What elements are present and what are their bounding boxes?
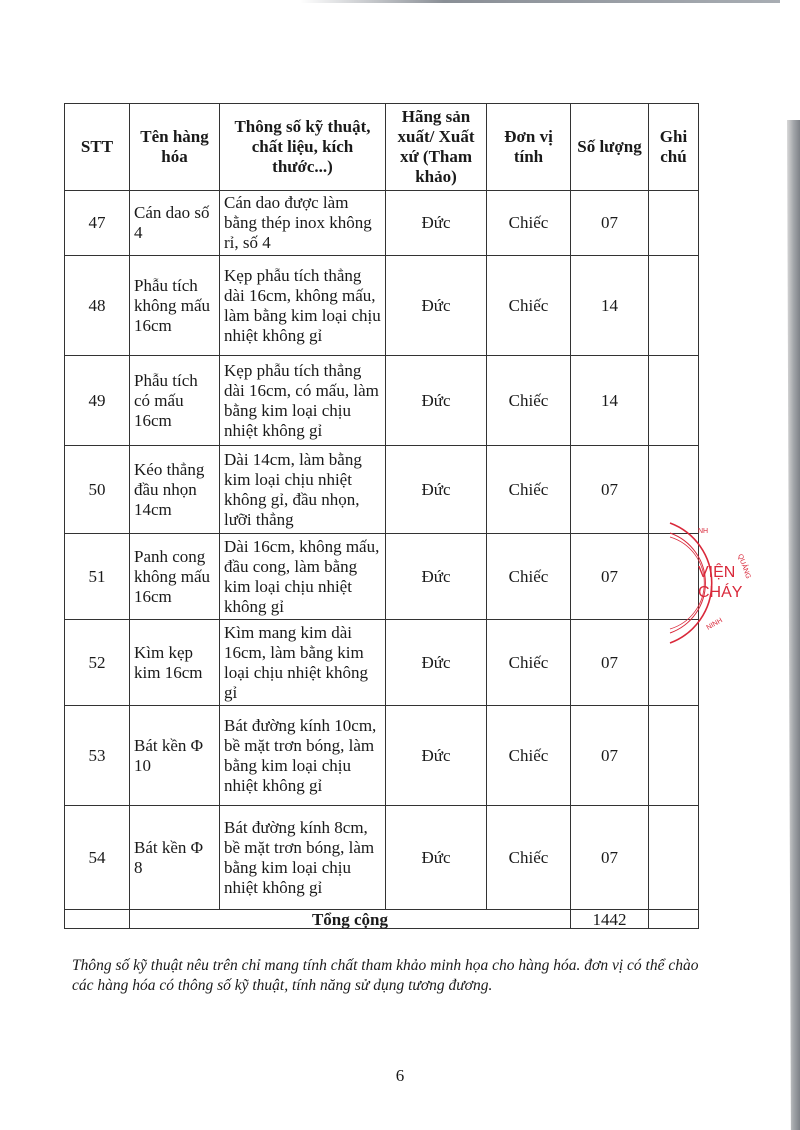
row-stt: 49 (65, 356, 130, 446)
table-row (65, 620, 699, 706)
row-spec: Dài 16cm, không mấu, đầu cong, làm bằng kim loại chịu nhiệt không gỉ (220, 534, 386, 620)
scan-edge-shadow-top (300, 0, 780, 3)
row-stt: 53 (65, 706, 130, 806)
table-row (65, 446, 699, 534)
row-spec: Cán dao được làm bằng thép inox không rỉ, số 4 (220, 191, 386, 256)
row-spec: Kẹp phẫu tích thẳng dài 16cm, có mấu, làm bằng kim loại chịu nhiệt không gỉ (220, 356, 386, 446)
row-unit: Chiếc (487, 620, 571, 706)
total-stt-cell (65, 910, 130, 929)
header-spec: Thông số kỹ thuật, chất liệu, kích thước...) (220, 104, 386, 191)
goods-table (64, 103, 699, 929)
row-unit: Chiếc (487, 356, 571, 446)
header-name: Tên hàng hóa (130, 104, 220, 191)
row-note (649, 356, 699, 446)
row-origin: Đức (386, 620, 487, 706)
table-row (65, 806, 699, 910)
row-origin: Đức (386, 446, 487, 534)
stamp-ring-top: NH (698, 528, 709, 535)
row-note (649, 191, 699, 256)
row-note (649, 256, 699, 356)
table-row (65, 191, 699, 256)
row-spec: Kẹp phẫu tích thẳng dài 16cm, không mấu, làm bằng kim loại chịu nhiệt không gỉ (220, 256, 386, 356)
row-qty: 07 (571, 534, 649, 620)
row-qty: 07 (571, 191, 649, 256)
total-row (65, 910, 699, 929)
stamp-ring-right: QUẢNG (736, 553, 752, 580)
header-origin: Hãng sản xuất/ Xuất xứ (Tham khảo) (386, 104, 487, 191)
total-label: Tổng cộng (130, 910, 571, 929)
row-spec: Bát đường kính 10cm, bề mặt trơn bóng, làm bằng kim loại chịu nhiệt không gỉ (220, 706, 386, 806)
header-stt: STT (65, 104, 130, 191)
row-origin: Đức (386, 256, 487, 356)
row-stt: 48 (65, 256, 130, 356)
row-unit: Chiếc (487, 806, 571, 910)
table-row (65, 356, 699, 446)
row-origin: Đức (386, 806, 487, 910)
footnote: Thông số kỹ thuật nêu trên chỉ mang tính chất tham khảo minh họa cho hàng hóa. đơn vị có thể chào các hàng hóa có thông số kỹ thuật, tính năng sử dụng tương đương. (72, 957, 699, 994)
row-qty: 07 (571, 706, 649, 806)
row-stt: 50 (65, 446, 130, 534)
row-unit: Chiếc (487, 534, 571, 620)
row-note (649, 446, 699, 534)
row-note (649, 806, 699, 910)
row-name: Bát kền Φ 10 (130, 706, 220, 806)
row-name: Phẫu tích không mấu 16cm (130, 256, 220, 356)
header-note: Ghi chú (649, 104, 699, 191)
row-stt: 54 (65, 806, 130, 910)
row-name: Cán dao số 4 (130, 191, 220, 256)
total-qty: 1442 (571, 910, 649, 929)
scan-edge-shadow-right (787, 120, 800, 1130)
row-name: Kéo thẳng đầu nhọn 14cm (130, 446, 220, 534)
row-origin: Đức (386, 534, 487, 620)
header-unit: Đơn vị tính (487, 104, 571, 191)
page-number: 6 (395, 1066, 405, 1085)
stamp-line-1: VIỆN (698, 564, 736, 581)
row-unit: Chiếc (487, 256, 571, 356)
row-name: Phẫu tích có mấu 16cm (130, 356, 220, 446)
row-qty: 14 (571, 356, 649, 446)
row-note (649, 620, 699, 706)
header-qty: Số lượng (571, 104, 649, 191)
total-note-cell (649, 910, 699, 929)
row-stt: 47 (65, 191, 130, 256)
row-qty: 14 (571, 256, 649, 356)
row-stt: 52 (65, 620, 130, 706)
row-name: Kìm kẹp kim 16cm (130, 620, 220, 706)
row-spec: Kìm mang kim dài 16cm, làm bằng kim loại chịu nhiệt không gỉ (220, 620, 386, 706)
table-row (65, 706, 699, 806)
row-spec: Bát đường kính 8cm, bề mặt trơn bóng, làm bằng kim loại chịu nhiệt không gỉ (220, 806, 386, 910)
table-header-row (65, 104, 699, 191)
row-spec: Dài 14cm, làm bằng kim loại chịu nhiệt không gỉ, đầu nhọn, lưỡi thẳng (220, 446, 386, 534)
row-origin: Đức (386, 191, 487, 256)
row-origin: Đức (386, 706, 487, 806)
row-origin: Đức (386, 356, 487, 446)
row-note (649, 534, 699, 620)
row-qty: 07 (571, 446, 649, 534)
row-name: Bát kền Φ 8 (130, 806, 220, 910)
row-qty: 07 (571, 806, 649, 910)
table-row (65, 256, 699, 356)
row-unit: Chiếc (487, 706, 571, 806)
stamp-ring-bottom: NINH (705, 617, 724, 632)
row-note (649, 706, 699, 806)
row-unit: Chiếc (487, 191, 571, 256)
row-unit: Chiếc (487, 446, 571, 534)
row-name: Panh cong không mấu 16cm (130, 534, 220, 620)
table-row (65, 534, 699, 620)
row-qty: 07 (571, 620, 649, 706)
stamp-line-2: CHÁY (698, 584, 743, 601)
row-stt: 51 (65, 534, 130, 620)
